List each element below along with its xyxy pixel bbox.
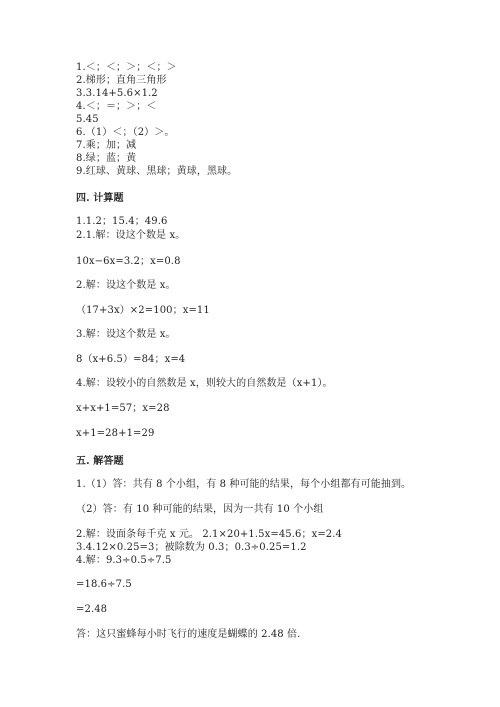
answer-line: 1.1.2；15.4；49.6 <box>76 216 168 227</box>
answer-line: 7.乘；加；减 <box>76 140 137 151</box>
answer-line: 4.＜；＝；＞；＜ <box>76 101 157 112</box>
answer-line: 2.解：设面条每千克 x 元。 2.1×20+1.5x=45.6；x=2.4 <box>76 529 343 540</box>
answer-line: （17+3x）×2=100；x=11 <box>76 305 210 316</box>
answer-line: 10x−6x=3.2；x=0.8 <box>76 256 181 267</box>
answer-line: 3.解：设这个数是 x。 <box>76 329 176 340</box>
answer-line: =18.6÷7.5 <box>76 579 132 590</box>
answer-line: 2.梯形；直角三角形 <box>76 75 167 86</box>
answer-line: 5.45 <box>76 114 99 125</box>
answer-line: x+1=28+1=29 <box>76 428 155 439</box>
answer-line: 2.解：设这个数是 x。 <box>76 280 176 291</box>
answer-line: 4.解：9.3÷0.5÷7.5 <box>76 555 172 566</box>
answer-line: 9.红球、黄球、黑球；黄球，黑球。 <box>76 166 238 177</box>
answer-line: 8（x+6.5）=84；x=4 <box>76 354 186 365</box>
answer-line: 1.（1）答：共有 8 个小组，有 8 种可能的结果，每个小组都有可能抽到。 <box>76 479 412 490</box>
section-heading: 五. 解答题 <box>76 456 124 467</box>
section-heading: 四. 计算题 <box>76 193 124 204</box>
answer-line: 6.（1）＜；（2）＞。 <box>76 127 175 138</box>
answer-line: 答：这只蜜蜂每小时飞行的速度是蝴蝶的 2.48 倍. <box>76 629 301 640</box>
answer-line: 2.1.解：设这个数是 x。 <box>76 230 186 241</box>
answer-line: =2.48 <box>76 604 108 615</box>
answer-line: 3.3.14+5.6×1.2 <box>76 88 158 99</box>
answer-line: 3.4.12×0.25=3；被除数为 0.3；0.3÷0.25=1.2 <box>76 542 307 553</box>
answer-line: 1.＜；＜；＞；＜；＞ <box>76 62 177 73</box>
answer-line: （2）答：有 10 种可能的结果，因为一共有 10 个小组 <box>76 504 324 515</box>
answer-line: 4.解：设较小的自然数是 x，则较大的自然数是（x+1）。 <box>76 378 333 389</box>
answer-line: 8.绿；蓝；黄 <box>76 153 137 164</box>
answer-line: x+x+1=57；x=28 <box>76 403 170 414</box>
